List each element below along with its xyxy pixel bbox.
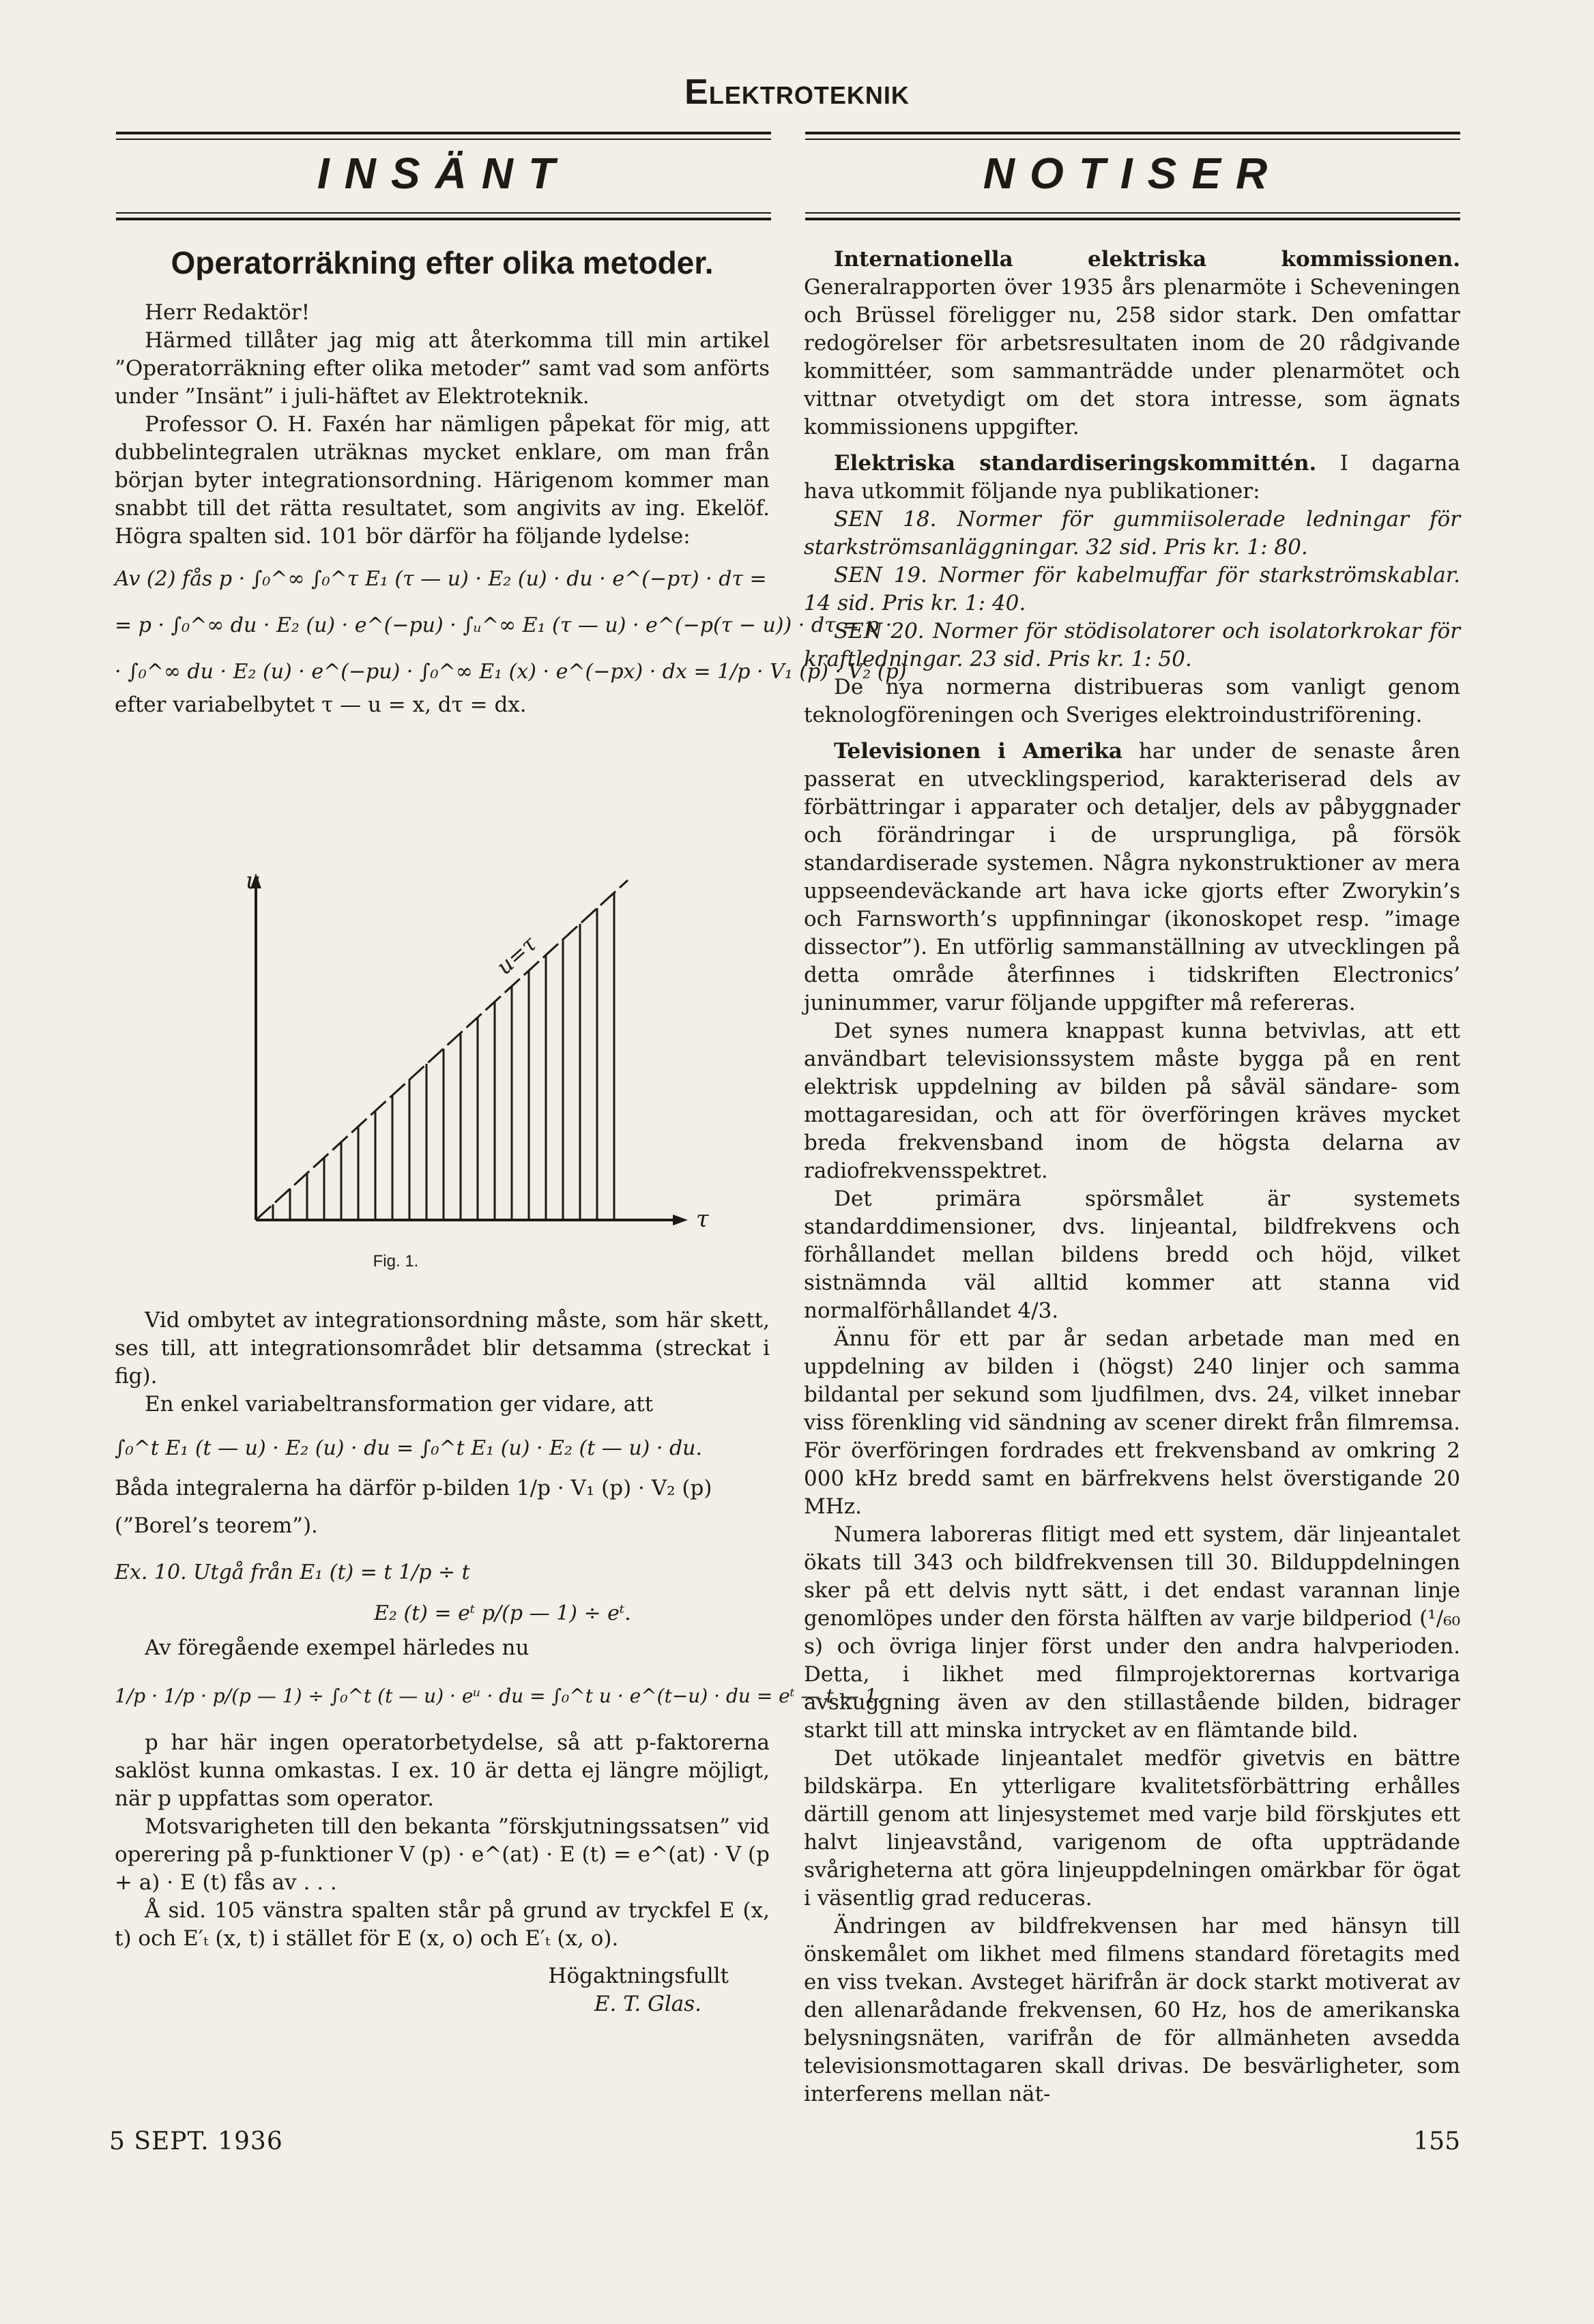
letter-paragraph: (”Borel’s teorem”). — [115, 1513, 318, 1538]
formula-line: E₂ (t) = eᵗ p/(p — 1) ÷ eᵗ. — [374, 1601, 631, 1625]
notice-paragraph: Det utökade linjeantalet medför givetvis en bättre bildskärpa. En ytterligare kvalitetsförbättring erhålles därtill genom att linjesystemet med varje bild förskjutes ett halvt linjeavstånd, varigenom de ofta uppträdande svårigheterna att göra linjeuppdelningen omärkbar för ögat i väsentlig grad reduceras. — [804, 1746, 1460, 1911]
publication-item: SEN 19. Normer för kabelmuffar för starkströmskablar. 14 sid. Pris kr. 1: 40. — [804, 563, 1460, 615]
x-axis-label: τ — [696, 1206, 709, 1228]
journal-masthead: Elektroteknik — [684, 72, 910, 112]
diagonal-u-equals-tau — [256, 880, 628, 1220]
letter-paragraph: Vid ombytet av integrationsordning måste, som här skett, ses till, att integrationsområdet blir detsamma (streckat i fig). — [115, 1308, 770, 1389]
section-header-left — [116, 132, 771, 220]
y-axis-label: u — [246, 873, 261, 895]
signature: E. T. Glas. — [594, 1992, 701, 2016]
notice-paragraph: Det primära spörsmålet är systemets standarddimensioner, dvs. linjeantal, bildfrekvens och förhållandet mellan bildens bredd och höjd, vilket sistnämnda väl alltid kommer att stanna vid normalförhållandet 4/3. — [804, 1187, 1460, 1323]
page-number: 155 — [1413, 2127, 1460, 2155]
notice-body: I dagarna hava utkommit följande nya publikationer: — [804, 451, 1460, 504]
publication-item: SEN 20. Normer för stödisolatorer och isolatorkrokar för kraftledningar. 23 sid. Pris kr. 1: 50. — [804, 619, 1460, 671]
notice-paragraph: Ändringen av bildfrekvensen har med hänsyn till önskemålet om likhet med filmens standard företagits med en viss tvekan. Avsteget härifrån är dock starkt motiverat av den allenarådande frekvensen, 60 Hz, hos de amerikanska belysningsnäten, varifrån de för allmänheten avsedda televisionsmottagaren skall drivas. De besvärligheter, som interferens mellan nät- — [804, 1914, 1460, 2106]
notice-iec — [804, 246, 1460, 441]
notice-television — [804, 738, 1460, 1017]
notice-body: har under de senaste åren passerat en utvecklingsperiod, karakteriserad dels av förbättringar i apparater och detaljer, dels av påbyggnader och förändringar i de ursprungliga, på försök standardiserade systemen. Några nykonstruktioner av mera uppseendeväckande art hava icke gjorts efter Zworykin’s och Farnsworth’s uppfinningar (ikonoskopet resp. ”image dissector”). En utförlig sammanställning av utvecklingen på detta område återfinnes i tidskriften Electronics’ juninummer, varur följande uppgifter må refereras. — [804, 739, 1461, 1015]
notice-heading: Elektriska standardiseringskommittén. — [834, 451, 1317, 476]
article-title: Operatorräkning efter olika metoder. — [171, 245, 714, 280]
footer-date: 5 SEPT. 1936 — [109, 2127, 283, 2155]
notice-body: Generalrapporten över 1935 års plenarmöte i Scheveningen och Brüssel föreligger nu, 258 sidor stark. Den omfattar redogörelser för arbetsresultaten inom de 20 rådgivande kommittéer, som sammanträdde under plenarmötet och vittnar otvetydigt om det stora intresse, som ägnats kommissionens uppgifter. — [804, 275, 1460, 439]
letter-paragraph: Professor O. H. Faxén har nämligen påpekat för mig, att dubbelintegralen uträknas mycket enklare, om man från början byter integrationsordning. Härigenom kommer man snabbt till det rätta resultatet, som angivits av ing. Ekelöf. Högra spalten sid. 101 bör därför ha följande lydelse: — [115, 412, 770, 549]
hatching — [273, 892, 614, 1220]
section-header-right — [805, 132, 1460, 220]
section-title-notiser: NOTISER — [983, 149, 1283, 198]
x-axis-arrow — [673, 1215, 688, 1225]
letter-column-top — [115, 244, 907, 719]
notices-column — [804, 246, 1460, 2108]
letter-paragraph: efter variabelbytet τ — u = x, dτ = dx. — [115, 693, 527, 717]
letter-paragraph: Motsvarigheten till den bekanta ”förskjutningssatsen” vid operering på p-funktioner V (p) · e^(at) · E (t) = e^(at) · V (p + a) · E (t) fås av . . . — [115, 1814, 770, 1895]
letter-paragraph: Båda integralerna ha därför p-bilden 1/p · V₁ (p) · V₂ (p) — [115, 1476, 712, 1500]
figure-svg — [246, 873, 730, 1228]
formula-line: 1/p · 1/p · p/(p — 1) ÷ ∫₀^t (t — u) · eᵘ · du = ∫₀^t u · e^(t−u) · du = eᵗ — t — 1. — [115, 1685, 884, 1707]
letter-paragraph: Härmed tillåter jag mig att återkomma till min artikel ”Operatorräkning efter olika metoder” samt vad som anförts under ”Insänt” i juli-häftet av Elektroteknik. — [115, 328, 770, 409]
notice-paragraph: Numera laboreras flitigt med ett system, där linjeantalet ökats till 343 och bildfrekvensen till 30. Bilduppdelningen sker på ett delvis nytt sätt, i det endast varannan linje genomlöpes under den första hälften av varje bildperiod (¹/₆₀ s) och övriga linjer först under den andra halvperioden. Detta, i likhet med filmprojektorernas kortvariga avskuggning även av den stillastående bilden, bidrager starkt till att minska intrycket av en flämtande bild. — [804, 1522, 1460, 1743]
notice-paragraph: Ännu för ett par år sedan arbetade man med en uppdelning av bilden i (högst) 240 linjer och samma bildantal per sekund som ljudfilmen, dvs. 24, vilket innebar viss förenkling vid sändning av scener direkt från filmremsa. För överföringen fordrades ett frekvensband av omkring 2 000 kHz bredd samt en bärfrekvens helst överstigande 20 MHz. — [804, 1326, 1460, 1519]
notice-body: De nya normerna distribueras som vanligt genom teknologföreningen och Sveriges elektroindustriförening. — [804, 675, 1460, 727]
formula-line: Av (2) fås p · ∫₀^∞ ∫₀^τ E₁ (τ — u) · E₂ (u) · du · e^(−pτ) · dτ = — [115, 567, 767, 591]
letter-paragraph: Å sid. 105 vänstra spalten står på grund av tryckfel E (x, t) och E′ₜ (x, t) i stället för E (x, o) och E′ₜ (x, o). — [115, 1898, 770, 1951]
letter-paragraph: Av föregående exempel härledes nu — [145, 1636, 530, 1660]
formula-line: ∫₀^t E₁ (t — u) · E₂ (u) · du = ∫₀^t E₁ (u) · E₂ (t — u) · du. — [115, 1436, 703, 1460]
figure-integration-region — [246, 873, 730, 1228]
notice-paragraph: Det synes numera knappast kunna betvivlas, att ett användbart televisionssystem måste bygga på en rent elektrisk uppdelning av bilden på såväl sändare- som mottagaresidan, och att för överföringen kräves mycket breda frekvensband inom de högsta delarna av radiofrekvensspektret. — [804, 1019, 1460, 1183]
letter-paragraph: En enkel variabeltransformation ger vidare, att — [145, 1392, 654, 1417]
letter-paragraph: p har här ingen operatorbetydelse, så att p-faktorerna saklöst kunna omkastas. I ex. 10 är detta ej längre möjligt, när p uppfattas som operator. — [115, 1730, 770, 1811]
notice-heading: Televisionen i Amerika — [834, 739, 1122, 764]
line-label: u=τ — [491, 931, 542, 980]
notice-standardization — [804, 450, 1460, 506]
notice-heading: Internationella elektriska kommissionen. — [834, 247, 1460, 272]
closing: Högaktningsfullt — [548, 1964, 729, 1988]
salutation: Herr Redaktör! — [145, 300, 310, 325]
letter-column-bottom — [115, 1307, 884, 2018]
section-title-insant: INSÄNT — [317, 149, 570, 198]
formula-line: Ex. 10. Utgå från E₁ (t) = t 1/p ÷ t — [115, 1560, 470, 1584]
figure-caption: Fig. 1. — [373, 1252, 419, 1270]
publication-item: SEN 18. Normer för gummiisolerade ledningar för starkströmsanläggningar. 32 sid. Pris kr. 1: 80. — [804, 507, 1460, 560]
formula-line: · ∫₀^∞ du · E₂ (u) · e^(−pu) · ∫₀^∞ E₁ (x) · e^(−px) · dx = 1/p · V₁ (p) · V₂ (p) — [115, 660, 907, 684]
formula-line: = p · ∫₀^∞ du · E₂ (u) · e^(−pu) · ∫ᵤ^∞ E₁ (τ — u) · e^(−p(τ − u)) · dτ = p · — [115, 613, 893, 637]
